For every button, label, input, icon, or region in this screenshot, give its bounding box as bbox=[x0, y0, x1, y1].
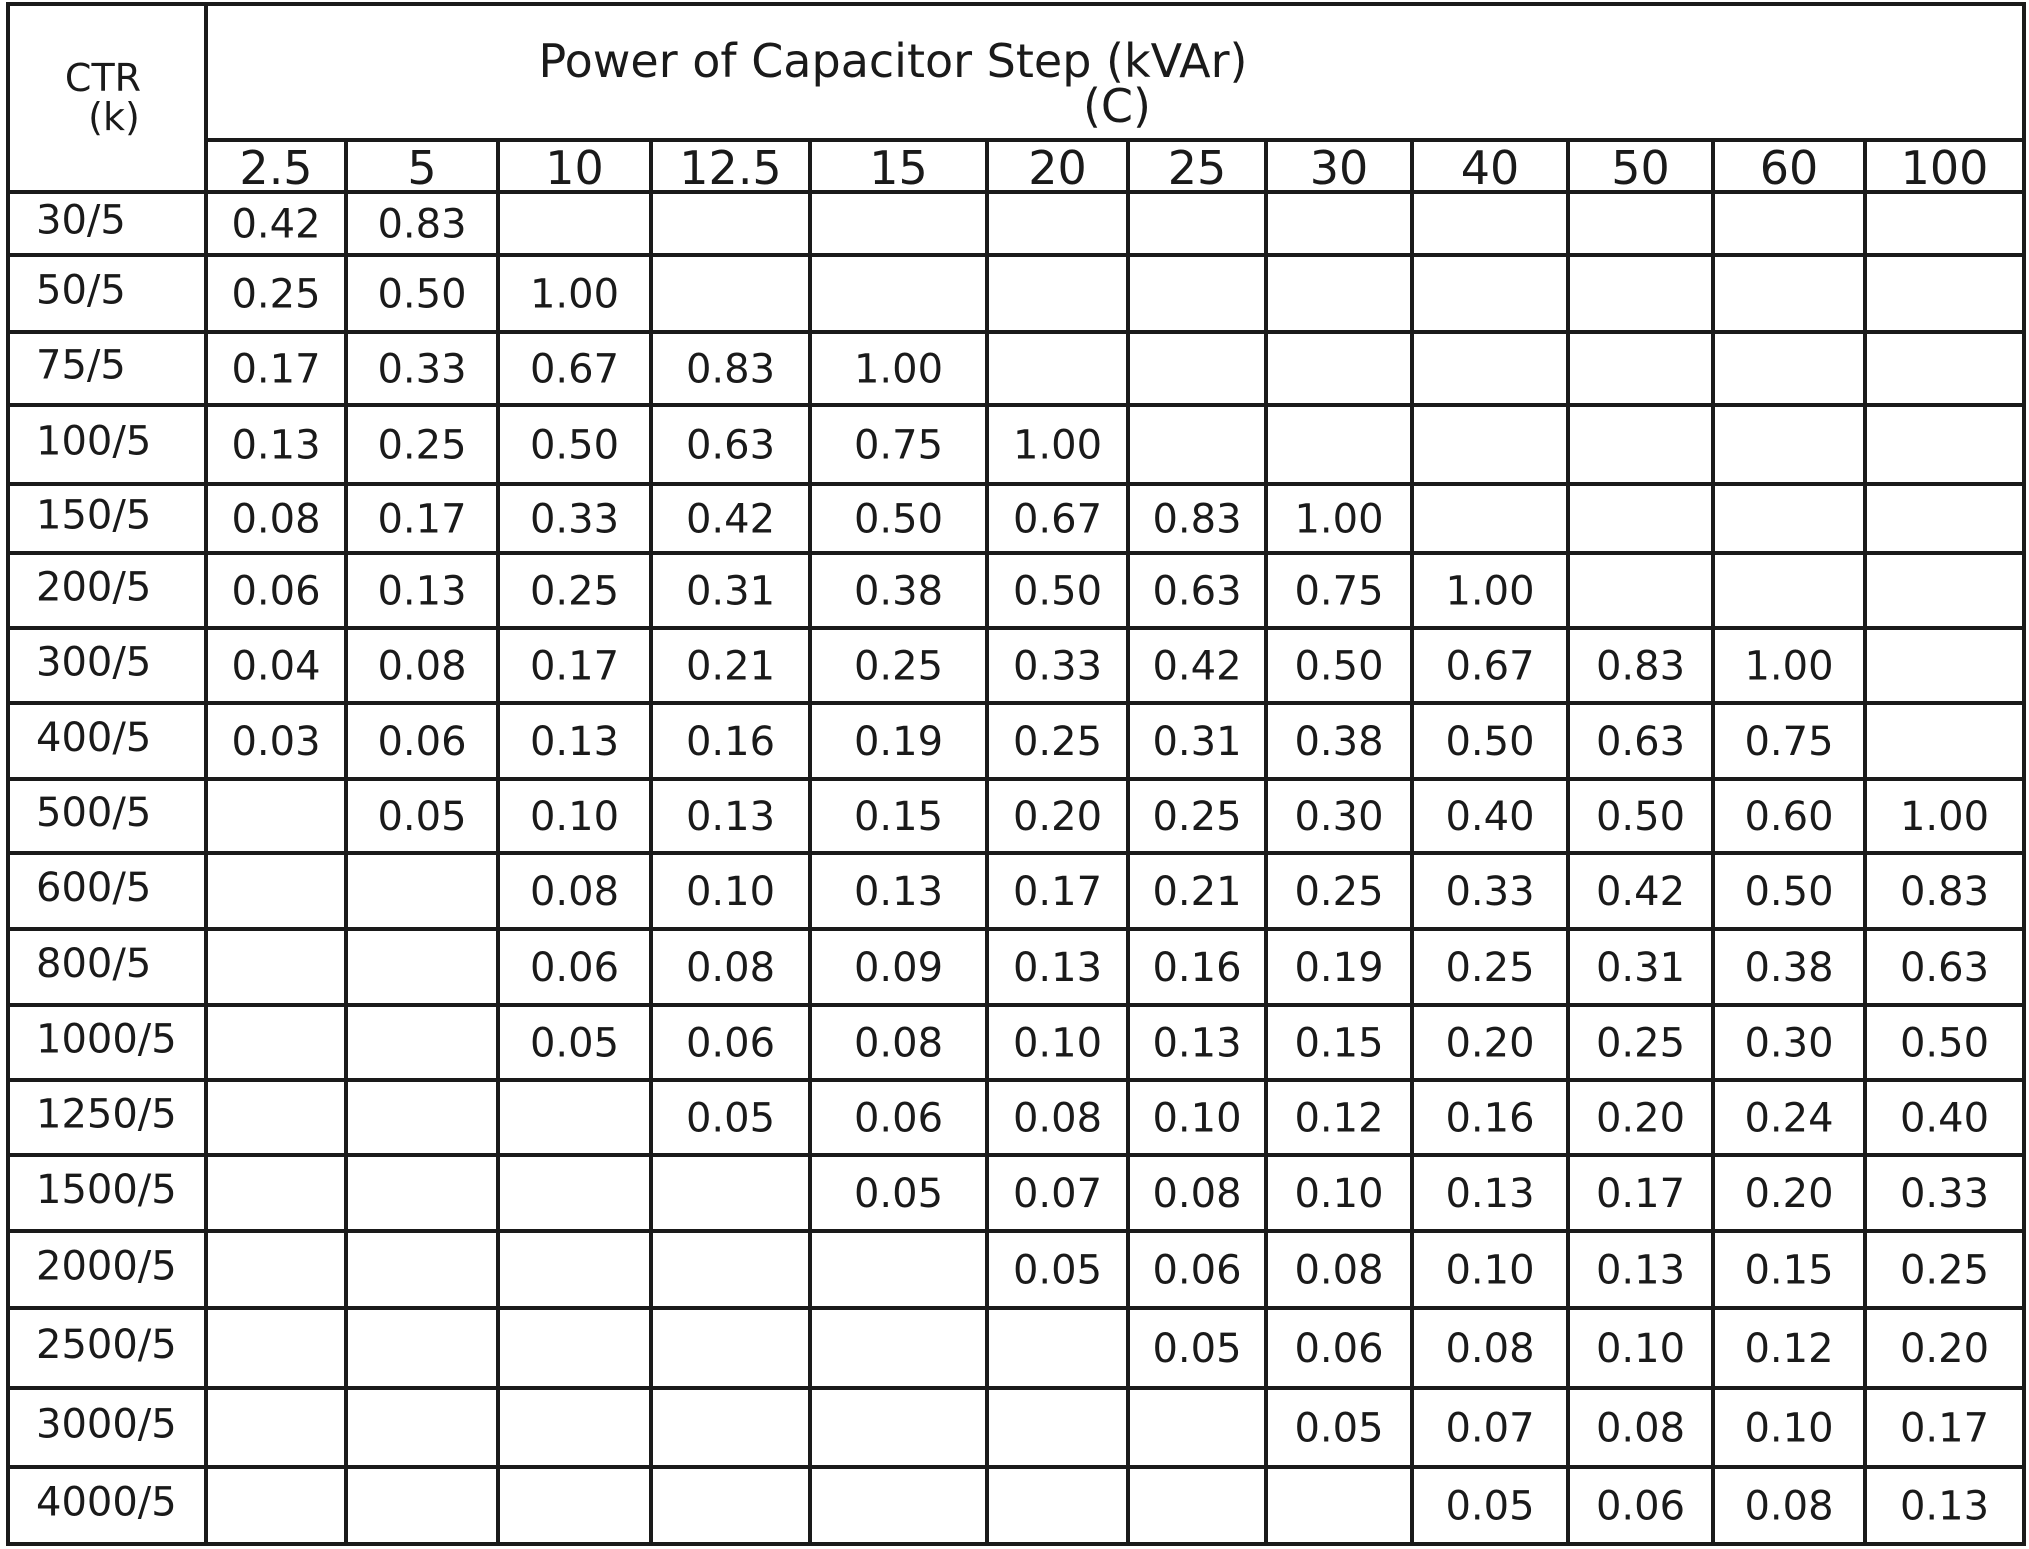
table-cell-value: 1.00 bbox=[529, 271, 620, 318]
table-cell-value: 0.04 bbox=[231, 643, 321, 690]
table-row bbox=[36, 1092, 1989, 1142]
table-cell-value: 0.20 bbox=[1012, 794, 1103, 840]
table-cell-value: 0.08 bbox=[529, 869, 620, 915]
table-cell-value: 0.08 bbox=[1445, 1326, 1535, 1372]
table-row bbox=[36, 565, 1535, 615]
table-cell-value: 0.83 bbox=[1899, 869, 1990, 915]
table-cell-value: 0.08 bbox=[853, 1020, 944, 1067]
table-cell-value: 0.63 bbox=[685, 422, 776, 469]
table-cell-value: 1.00 bbox=[1294, 496, 1384, 543]
row-header-ctr: 150/5 bbox=[36, 492, 152, 539]
table-cell-value: 0.05 bbox=[529, 1020, 620, 1067]
table-cell-value: 0.33 bbox=[1445, 869, 1535, 915]
table-cell-value: 0.60 bbox=[1744, 794, 1834, 840]
corner-header-ctr: CTR bbox=[64, 56, 142, 100]
table-title: Power of Capacitor Step (kVAr) bbox=[538, 34, 1248, 88]
table-cell-value: 0.21 bbox=[685, 643, 776, 690]
table-cell-value: 0.75 bbox=[1294, 568, 1384, 615]
row-header-ctr: 100/5 bbox=[36, 418, 152, 465]
table-cell-value: 0.67 bbox=[1445, 643, 1535, 690]
table-cell-value: 0.07 bbox=[1012, 1171, 1103, 1217]
table-cell-value: 0.25 bbox=[231, 271, 321, 318]
row-header-ctr: 1000/5 bbox=[36, 1016, 177, 1063]
table-cell-value: 0.16 bbox=[1152, 945, 1242, 991]
table-cell-value: 0.05 bbox=[685, 1095, 776, 1142]
column-header: 50 bbox=[1611, 141, 1670, 195]
row-header-ctr: 50/5 bbox=[36, 267, 126, 314]
table-cell-value: 1.00 bbox=[1744, 643, 1834, 690]
table-row bbox=[36, 198, 467, 248]
column-header: 20 bbox=[1028, 141, 1087, 195]
table-cell-value: 0.25 bbox=[1899, 1247, 1990, 1294]
table-cell-value: 0.13 bbox=[1595, 1247, 1686, 1294]
table-cell-value: 0.13 bbox=[529, 719, 620, 765]
table-cell-value: 0.67 bbox=[529, 346, 620, 393]
table-cell-value: 0.08 bbox=[685, 945, 776, 991]
table-cell-value: 0.63 bbox=[1152, 568, 1242, 615]
table-cell-value: 0.08 bbox=[231, 496, 321, 543]
table-cell-value: 0.13 bbox=[1445, 1171, 1535, 1217]
table-cell-value: 0.42 bbox=[1152, 643, 1242, 690]
table-cell-value: 0.50 bbox=[1595, 794, 1686, 840]
row-header-ctr: 600/5 bbox=[36, 865, 152, 911]
table-cell-value: 0.50 bbox=[1445, 719, 1535, 765]
table-cell-value: 0.05 bbox=[377, 794, 467, 840]
table-cell-value: 0.20 bbox=[1595, 1095, 1686, 1142]
table-cell-value: 0.03 bbox=[231, 719, 321, 765]
table-row bbox=[36, 1480, 1989, 1530]
table-cell-value: 0.67 bbox=[1012, 496, 1103, 543]
row-header-ctr: 3000/5 bbox=[36, 1401, 177, 1448]
table-cell-value: 0.30 bbox=[1294, 794, 1384, 840]
table-row bbox=[36, 493, 1384, 543]
table-cell-value: 0.50 bbox=[377, 271, 467, 318]
table-cell-value: 0.08 bbox=[377, 643, 467, 690]
table-row bbox=[36, 343, 943, 393]
table-cell-value: 0.19 bbox=[1294, 945, 1384, 991]
table-cell-value: 0.06 bbox=[1595, 1483, 1686, 1530]
column-header: 10 bbox=[545, 141, 604, 195]
table-cell-value: 0.16 bbox=[685, 719, 776, 765]
table-cell-value: 0.25 bbox=[529, 568, 620, 615]
row-header-ctr: 500/5 bbox=[36, 790, 152, 836]
table-cell-value: 0.42 bbox=[231, 201, 321, 248]
table-cell-value: 0.08 bbox=[1012, 1095, 1103, 1142]
table-row bbox=[36, 715, 1834, 765]
table-cell-value: 0.08 bbox=[1152, 1171, 1242, 1217]
table-row bbox=[36, 419, 1102, 469]
corner-header-k: (k) bbox=[88, 95, 140, 139]
table-row bbox=[36, 865, 1989, 915]
table-cell-value: 0.10 bbox=[1595, 1326, 1686, 1372]
table-row bbox=[36, 1167, 1989, 1217]
table-cell-value: 0.40 bbox=[1445, 794, 1535, 840]
table-cell-value: 0.42 bbox=[685, 496, 776, 543]
table-row bbox=[36, 1244, 1989, 1294]
table-cell-value: 0.08 bbox=[1744, 1483, 1834, 1530]
table-cell-value: 0.50 bbox=[529, 422, 620, 469]
table-cell-value: 0.50 bbox=[1294, 643, 1384, 690]
table-cell-value: 1.00 bbox=[853, 346, 944, 393]
table-cell-value: 0.25 bbox=[1294, 869, 1384, 915]
row-header-ctr: 2500/5 bbox=[36, 1322, 177, 1368]
table-cell-value: 0.08 bbox=[1595, 1405, 1686, 1452]
table-cell-value: 0.12 bbox=[1744, 1326, 1834, 1372]
table-cell-value: 0.25 bbox=[377, 422, 467, 469]
table-cell-value: 0.83 bbox=[377, 201, 467, 248]
table-cell-value: 0.40 bbox=[1899, 1095, 1990, 1142]
column-header: 12.5 bbox=[679, 141, 782, 195]
table-cell-value: 0.05 bbox=[1294, 1405, 1384, 1452]
column-header: 2.5 bbox=[239, 141, 313, 195]
table-cell-value: 0.17 bbox=[1595, 1171, 1686, 1217]
row-header-ctr: 1250/5 bbox=[36, 1091, 177, 1138]
table-cell-value: 0.20 bbox=[1445, 1020, 1535, 1067]
table-cell-value: 0.30 bbox=[1744, 1020, 1834, 1067]
table-cell-value: 0.07 bbox=[1445, 1405, 1535, 1452]
table-cell-value: 0.33 bbox=[529, 496, 620, 543]
table-cell-value: 0.08 bbox=[1294, 1247, 1384, 1294]
row-header-ctr: 4000/5 bbox=[36, 1479, 177, 1526]
column-header: 5 bbox=[407, 141, 437, 195]
table-cell-value: 0.10 bbox=[1445, 1247, 1535, 1294]
table-cell-value: 0.50 bbox=[1012, 568, 1103, 615]
table-cell-value: 0.05 bbox=[1445, 1483, 1535, 1530]
table-cell-value: 0.19 bbox=[853, 719, 944, 765]
table-cell-value: 0.25 bbox=[1012, 719, 1103, 765]
table-cell-value: 0.13 bbox=[1899, 1483, 1990, 1530]
table-row bbox=[36, 941, 1989, 991]
table-cell-value: 0.83 bbox=[1152, 496, 1242, 543]
table-cell-value: 0.33 bbox=[377, 346, 467, 393]
table-cell-value: 0.33 bbox=[1899, 1171, 1990, 1217]
table-cell-value: 0.05 bbox=[1152, 1326, 1242, 1372]
table-cell-value: 0.63 bbox=[1899, 945, 1990, 991]
table-cell-value: 0.75 bbox=[853, 422, 944, 469]
table-cell-value: 0.10 bbox=[1744, 1405, 1834, 1452]
table-cell-value: 0.20 bbox=[1899, 1326, 1990, 1372]
table-cell-value: 0.06 bbox=[377, 719, 467, 765]
row-header-ctr: 75/5 bbox=[36, 342, 126, 389]
table-cell-value: 0.10 bbox=[1012, 1020, 1103, 1067]
table-cell-value: 1.00 bbox=[1445, 568, 1535, 615]
table-cell-value: 0.20 bbox=[1744, 1171, 1834, 1217]
table-cell-value: 0.17 bbox=[529, 643, 620, 690]
row-header-ctr: 800/5 bbox=[36, 941, 152, 987]
table-body bbox=[36, 198, 1989, 1530]
table-cell-value: 0.38 bbox=[1294, 719, 1384, 765]
table-cell-value: 0.15 bbox=[853, 794, 944, 840]
table-cell-value: 0.06 bbox=[1294, 1326, 1384, 1372]
table-cell-value: 0.17 bbox=[1899, 1405, 1990, 1452]
table-cell-value: 0.15 bbox=[1744, 1247, 1834, 1294]
table-cell-value: 0.75 bbox=[1744, 719, 1834, 765]
table-cell-value: 0.09 bbox=[853, 945, 944, 991]
table-cell-value: 0.13 bbox=[1152, 1020, 1242, 1067]
row-header-ctr: 400/5 bbox=[36, 715, 152, 761]
column-header: 100 bbox=[1900, 141, 1989, 195]
table-cell-value: 0.63 bbox=[1595, 719, 1686, 765]
table-cell-value: 0.06 bbox=[231, 568, 321, 615]
table-cell-value: 0.42 bbox=[1595, 869, 1686, 915]
table-row bbox=[36, 640, 1834, 690]
table-cell-value: 0.50 bbox=[853, 496, 944, 543]
table-cell-value: 0.38 bbox=[853, 568, 944, 615]
column-header: 15 bbox=[869, 141, 928, 195]
table-cell-value: 0.25 bbox=[1445, 945, 1535, 991]
table-row bbox=[36, 1402, 1989, 1452]
table-cell-value: 0.31 bbox=[685, 568, 776, 615]
column-header: 40 bbox=[1460, 141, 1520, 195]
table-cell-value: 0.13 bbox=[231, 422, 321, 469]
column-header: 30 bbox=[1309, 141, 1369, 195]
row-header-ctr: 30/5 bbox=[36, 197, 126, 244]
table-cell-value: 0.05 bbox=[853, 1171, 944, 1217]
row-header-ctr: 300/5 bbox=[36, 639, 152, 686]
table-cell-value: 0.06 bbox=[529, 945, 620, 991]
table-cell-value: 0.83 bbox=[685, 346, 776, 393]
table-cell-value: 0.17 bbox=[377, 496, 467, 543]
table-row bbox=[36, 1017, 1989, 1067]
table-cell-value: 0.16 bbox=[1445, 1095, 1535, 1142]
column-headers bbox=[239, 141, 1988, 195]
table-cell-value: 0.15 bbox=[1294, 1020, 1384, 1067]
table-cell-value: 0.13 bbox=[1012, 945, 1103, 991]
table-cell-value: 0.06 bbox=[1152, 1247, 1242, 1294]
row-header-ctr: 1500/5 bbox=[36, 1167, 177, 1213]
table-title-symbol: (C) bbox=[1082, 79, 1152, 133]
table-cell-value: 0.10 bbox=[1152, 1095, 1242, 1142]
table-cell-value: 0.31 bbox=[1152, 719, 1242, 765]
table-cell-value: 0.10 bbox=[685, 869, 776, 915]
table-cell-value: 0.83 bbox=[1595, 643, 1686, 690]
table-cell-value: 0.06 bbox=[853, 1095, 944, 1142]
table-cell-value: 0.25 bbox=[1152, 794, 1242, 840]
table-cell-value: 0.24 bbox=[1744, 1095, 1834, 1142]
table-cell-value: 0.17 bbox=[1012, 869, 1103, 915]
table-cell-value: 0.12 bbox=[1294, 1095, 1384, 1142]
table-row bbox=[36, 1322, 1989, 1372]
row-header-ctr: 200/5 bbox=[36, 564, 152, 611]
table-cell-value: 0.17 bbox=[231, 346, 321, 393]
table-cell-value: 0.25 bbox=[1595, 1020, 1686, 1067]
table-cell-value: 0.21 bbox=[1152, 869, 1242, 915]
table-cell-value: 0.13 bbox=[377, 568, 467, 615]
table-cell-value: 1.00 bbox=[1012, 422, 1103, 469]
row-header-ctr: 2000/5 bbox=[36, 1243, 177, 1290]
table-cell-value: 0.10 bbox=[529, 794, 620, 840]
table-cell-value: 0.38 bbox=[1744, 945, 1834, 991]
table-cell-value: 0.06 bbox=[685, 1020, 776, 1067]
column-header: 25 bbox=[1167, 141, 1227, 195]
table-cell-value: 0.10 bbox=[1294, 1171, 1384, 1217]
table-cell-value: 1.00 bbox=[1899, 794, 1990, 840]
table-row bbox=[36, 790, 1989, 840]
table-cell-value: 0.33 bbox=[1012, 643, 1103, 690]
table-cell-value: 0.50 bbox=[1744, 869, 1834, 915]
table-cell-value: 0.05 bbox=[1012, 1247, 1103, 1294]
table-cell-value: 0.25 bbox=[853, 643, 944, 690]
table-row bbox=[36, 268, 619, 318]
table-cell-value: 0.50 bbox=[1899, 1020, 1990, 1067]
table-cell-value: 0.13 bbox=[853, 869, 944, 915]
table-cell-value: 0.13 bbox=[685, 794, 776, 840]
column-header: 60 bbox=[1759, 141, 1819, 195]
table-cell-value: 0.31 bbox=[1595, 945, 1686, 991]
